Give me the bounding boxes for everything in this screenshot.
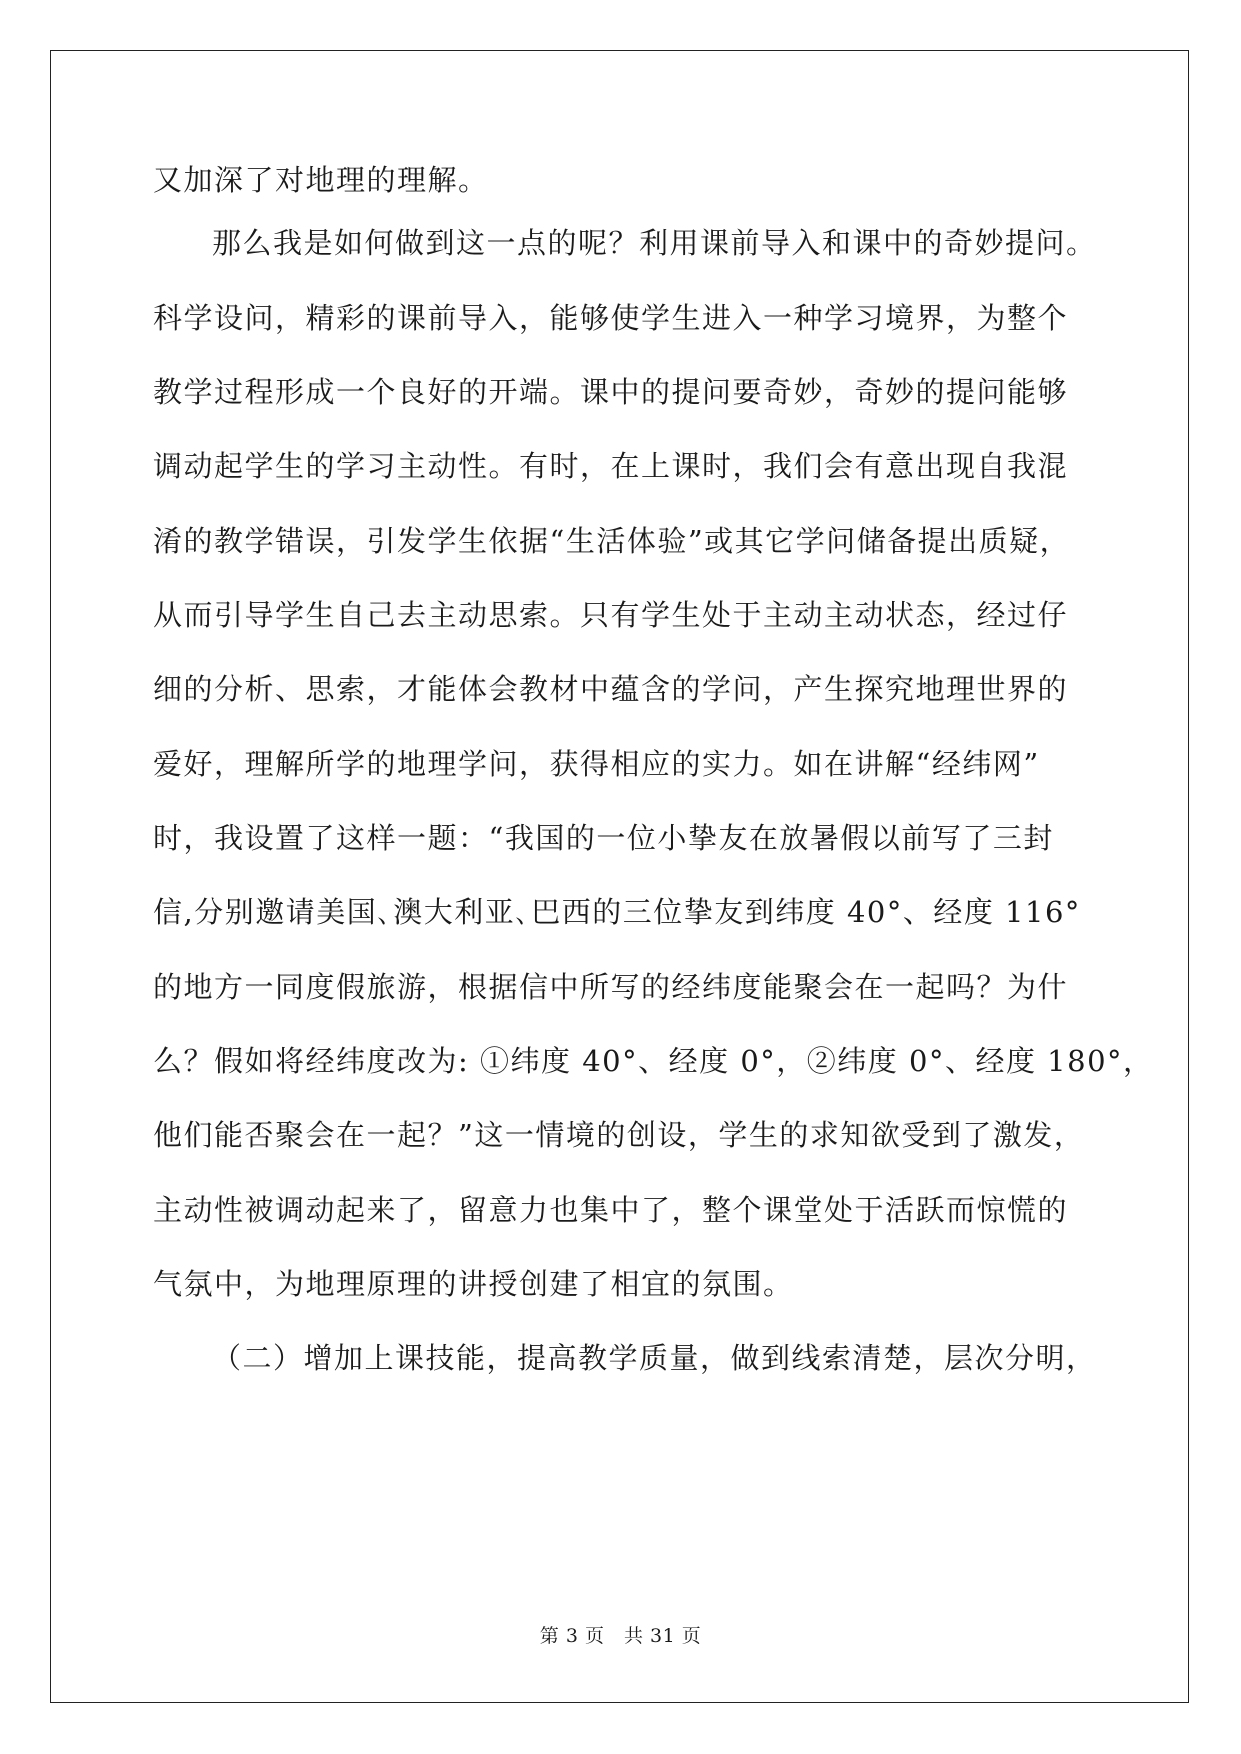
text-line: 爱好，理解所学的地理学问，获得相应的实力。如在讲解“经纬网” <box>153 747 1040 781</box>
text-line: 信,分别邀请美国､澳大利亚､巴西的三位挚友到纬度 40°、经度 116° <box>153 895 1081 929</box>
text-line: 的地方一同度假旅游，根据信中所写的经纬度能聚会在一起吗？为什 <box>153 970 1069 1004</box>
text-line: 科学设问，精彩的课前导入，能够使学生进入一种学习境界，为整个 <box>153 301 1069 335</box>
text-line: 么？假如将经纬度改为: ①纬度 40°、经度 0°，②纬度 0°、经度 180°， <box>153 1044 1154 1078</box>
paragraph-first-line: （二）增加上课技能，提高教学质量，做到线索清楚，层次分明， <box>212 1341 1097 1375</box>
text-line: 从而引导学生自己去主动思索。只有学生处于主动主动状态，经过仔 <box>153 598 1069 632</box>
text-line: 气氛中，为地理原理的讲授创建了相宜的氛围。 <box>153 1267 794 1301</box>
text-line: 时，我设置了这样一题：“我国的一位小挚友在放暑假以前写了三封 <box>153 821 1054 855</box>
paragraph-first-line: 那么我是如何做到这一点的呢？利用课前导入和课中的奇妙提问。 <box>212 226 1097 260</box>
text-line: 教学过程形成一个良好的开端。课中的提问要奇妙，奇妙的提问能够 <box>153 375 1069 409</box>
text-line: 调动起学生的学习主动性。有时，在上课时，我们会有意出现自我混 <box>153 449 1069 483</box>
text-line: 淆的教学错误，引发学生依据“生活体验”或其它学问储备提出质疑， <box>153 524 1071 558</box>
text-line: 主动性被调动起来了，留意力也集中了，整个课堂处于活跃而惊慌的 <box>153 1193 1069 1227</box>
text-line: 他们能否聚会在一起？”这一情境的创设，学生的求知欲受到了激发， <box>153 1118 1085 1152</box>
page-number-footer: 第 3 页 共 31 页 <box>539 1625 702 1647</box>
text-line: 又加深了对地理的理解。 <box>153 163 489 197</box>
page-border <box>50 50 1189 1703</box>
text-line: 细的分析、思索，才能体会教材中蕴含的学问，产生探究地理世界的 <box>153 672 1069 706</box>
